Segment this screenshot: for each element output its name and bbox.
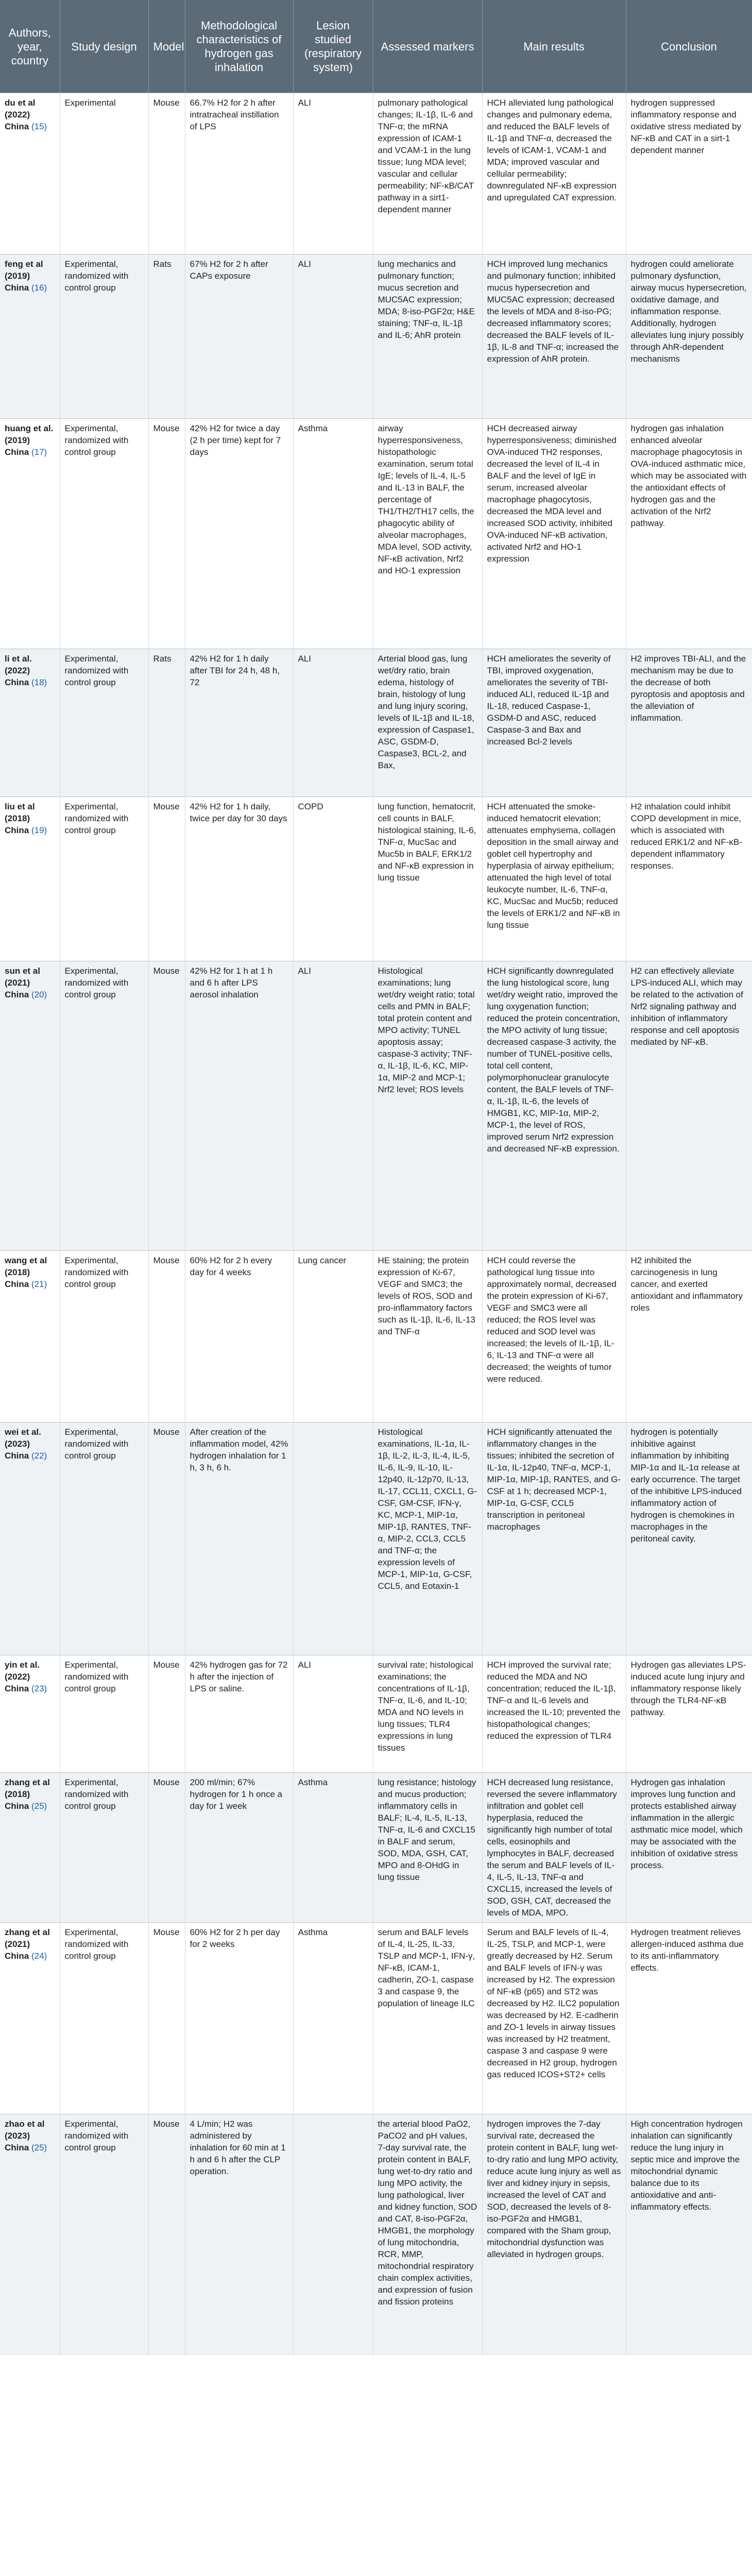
markers-cell: Histological examinations, IL-1α, IL-1β, IL-2, IL-3, IL-4, IL-5, IL-6, IL-9, IL-10, IL-12p40, IL-12p70, IL-13, IL-17, CCL11, CXCL1, G-CSF, GM-CSF, IFN-γ, KC, MCP-1, MIP-1α, MIP-1β, RANTES, TNF-α, MIP-2, CCL3, CCL5 and TNF-α; the expression levels of MCP-1, MIP-1α, G-CSF, CCL5, and Eotaxin-1 — [373, 1422, 482, 1655]
study-design-cell: Experimental, randomized with control group — [60, 1422, 148, 1655]
lesion-cell: ALI — [293, 649, 373, 797]
conclusion-cell: hydrogen could ameliorate pulmonary dysfunction, airway mucus hypersecretion, oxidative damage, and inflammation response. Additionally, hydrogen alleviates lung injury possibly through AhR-dependent mechanisms — [626, 255, 752, 419]
citation-link[interactable]: (15) — [31, 122, 47, 131]
results-cell: HCH could reverse the pathological lung tissue into approximately normal, decreased the protein expression of Ki-67, VEGF and SMC3 were all reduced; the ROS level was reduced and SOD level was increased; the levels of IL-1β, IL-6, IL-13 and TNF-α were all decreased; the weights of tumor were reduced. — [482, 1251, 626, 1422]
results-cell: Serum and BALF levels of IL-4, IL-25, TSLP, and MCP-1, were greatly decreased by H2. Serum and BALF levels of IFN-γ was increased by H2. The expression of NF-κB (p65) and ST2 was decreased by H2. ILC2 population was decreased by H2. E-cadherin and ZO-1 levels in airway tissues was increased by H2 treatment, caspase 3 and caspase 9 were decreased in H2 group, hydrogen gas reduced ICOS+ST2+ cells — [482, 1923, 626, 2114]
markers-cell: HE staining; the protein expression of Ki-67, VEGF and SMC3; the levels of ROS, SOD and pro-inflammatory factors such as IL-1β, IL-6, IL-13 and TNF-α — [373, 1251, 482, 1422]
author-cell — [0, 1655, 60, 1773]
author-cell — [0, 961, 60, 1251]
author-name: sun et al (2021) China — [5, 966, 40, 999]
author-cell — [0, 797, 60, 961]
conclusion-cell: hydrogen is potentially inhibitive against inflammation by inhibiting MIP-1α and IL-1α release at early occurrence. The target of the inhibitive LPS-induced inflammatory action of hydrogen is chemokines in macrophages in the peritoneal cavity. — [626, 1422, 752, 1655]
markers-cell: the arterial blood PaO2, PaCO2 and pH values, 7-day survival rate, the protein content in BALF, lung wet-to-dry ratio and lung MPO activity, the lung pathological, liver and kidney function, SOD and CAT, 8-iso-PGF2α, HMGB1, the morphology of lung mitochondria, RCR, MMP, mitochondrial respiratory chain complex activities, and expression of fusion and fission proteins — [373, 2114, 482, 2355]
author-name: wei et al. (2023) China — [5, 1427, 41, 1461]
method-cell: 4 L/min; H2 was administered by inhalation for 60 min at 1 h and 6 h after the CLP operation. — [185, 2114, 293, 2355]
citation-link[interactable]: (23) — [31, 1684, 47, 1693]
results-cell: HCH decreased airway hyperresponsiveness; diminished OVA-induced TH2 responses, decreased the level of IL-4 in BALF and the level of IgE in serum, increased alveolar macrophage phagocytosis, decreased the MDA level and increased SOD activity, inhibited OVA-induced NF-κB activation, activated Nrf2 and HO-1 expression — [482, 419, 626, 649]
results-cell: HCH ameliorates the severity of TBI, improved oxygenation, ameliorates the severity of TBI-induced ALI, reduced IL-1β and IL-18, reduced Caspase-1, GSDM-D and ASC, reduced Caspase-3 and Bax and increased Bcl-2 levels — [482, 649, 626, 797]
header-results: Main results — [482, 0, 626, 93]
author-name: du et al (2022) China — [5, 98, 36, 131]
model-cell: Mouse — [148, 961, 185, 1251]
results-cell: HCH significantly downregulated the lung histological score, lung wet/dry weight ratio, improved the lung oxygenation function; reduced the protein concentration, the MPO activity of lung tissue; decreased caspase-3 activity, the number of TUNEL-positive cells, total cell content, polymorphonuclear granulocyte content, the BALF levels of TNF-α, IL-1β, IL-6, the levels of HMGB1, KC, MIP-1α, MIP-2, MCP-1, the level of ROS, improved serum Nrf2 expression and decreased NF-κB expression. — [482, 961, 626, 1251]
table-row — [0, 255, 752, 419]
author-name: zhang et al (2018) China — [5, 1777, 50, 1811]
model-cell: Rats — [148, 649, 185, 797]
conclusion-cell: High concentration hydrogen inhalation can significantly reduce the lung injury in septic mice and improve the mitochondrial dynamic balance due to its antioxidative and anti-inflammatory effects. — [626, 2114, 752, 2355]
results-cell: HCH improved lung mechanics and pulmonary function; inhibited mucus hypersecretion and MUC5AC expression; decreased the levels of MDA and 8-iso-PG; decreased inflammatory scores; decreased the BALF levels of IL-1β, IL-8 and TNF-α; increased the expression of AhR protein. — [482, 255, 626, 419]
study-design-cell: Experimental, randomized with control group — [60, 961, 148, 1251]
citation-link[interactable]: (25) — [31, 2143, 47, 2153]
study-design-cell: Experimental — [60, 93, 148, 255]
model-cell: Mouse — [148, 419, 185, 649]
citation-link[interactable]: (16) — [31, 283, 47, 293]
author-cell — [0, 1422, 60, 1655]
method-cell: 42% H2 for 1 h daily, twice per day for 30 days — [185, 797, 293, 961]
conclusion-cell: H2 improves TBI-ALI, and the mechanism may be due to the decrease of both pyroptosis and apoptosis and the alleviation of inflammation. — [626, 649, 752, 797]
method-cell: 42% H2 for 1 h daily after TBI for 24 h, 48 h, 72 — [185, 649, 293, 797]
citation-link[interactable]: (21) — [31, 1279, 47, 1289]
results-cell: HCH significantly attenuated the inflammatory changes in the tissues; inhibited the secretion of IL-1α, IL-12p40, TNF-α, MCP-1, MIP-1α, MIP-1β, RANTES, and G-CSF at 1 h; decreased MCP-1, MIP-1α, G-CSF, CCL5 transcription in peritoneal macrophages — [482, 1422, 626, 1655]
method-cell: 42% H2 for 1 h at 1 h and 6 h after LPS aerosol inhalation — [185, 961, 293, 1251]
author-name: liu et al (2018) China — [5, 802, 35, 835]
markers-cell: pulmonary pathological changes; IL-1β, IL-6 and TNF-α; the mRNA expression of ICAM-1 and VCAM-1 in the lung tissue; lung MDA level; vascular and cellular permeability; NF-κB/CAT pathway in a sirt1-dependent manner — [373, 93, 482, 255]
header-study-design: Study design — [60, 0, 148, 93]
markers-cell: Histological examinations; lung wet/dry weight ratio; total cells and PMN in BALF; total protein content and MPO activity; TUNEL apoptosis assay; caspase-3 activity; TNF-α, IL-1β, IL-6, KC, MIP-1α, MIP-2 and MCP-1; Nrf2 level; ROS levels — [373, 961, 482, 1251]
table-row — [0, 93, 752, 255]
method-cell: After creation of the inflammation model, 42% hydrogen inhalation for 1 h, 3 h, 6 h. — [185, 1422, 293, 1655]
method-cell: 60% H2 for 2 h per day for 2 weeks — [185, 1923, 293, 2114]
author-name: li et al. (2022) China — [5, 654, 32, 687]
lesion-cell: COPD — [293, 797, 373, 961]
model-cell: Rats — [148, 255, 185, 419]
markers-cell: lung function, hematocrit, cell counts in BALF, histological staining, IL-6, TNF-α, MucSac and Muc5b in BALF, ERK1/2 and NF-κB expression in lung tissue — [373, 797, 482, 961]
citation-link[interactable]: (24) — [31, 1951, 47, 1961]
method-cell: 60% H2 for 2 h every day for 4 weeks — [185, 1251, 293, 1422]
author-cell — [0, 2114, 60, 2355]
model-cell: Mouse — [148, 1251, 185, 1422]
citation-link[interactable]: (19) — [31, 825, 47, 835]
table-row — [0, 1251, 752, 1422]
lesion-cell: Asthma — [293, 419, 373, 649]
model-cell: Mouse — [148, 1422, 185, 1655]
study-design-cell: Experimental, randomized with control group — [60, 1251, 148, 1422]
results-cell: HCH improved the survival rate; reduced the MDA and NO concentration; reduced the IL-1β, TNF-α and IL-6 levels and increased the IL-10; prevented the histopathological changes; reduced the expression of TLR4 — [482, 1655, 626, 1773]
study-design-cell: Experimental, randomized with control group — [60, 2114, 148, 2355]
study-design-cell: Experimental, randomized with control group — [60, 649, 148, 797]
study-design-cell: Experimental, randomized with control group — [60, 797, 148, 961]
markers-cell: airway hyperresponsiveness, histopathologic examination, serum total IgE; levels of IL-4, IL-5 and IL-13 in BALF, the percentage of TH1/TH2/TH17 cells, the phagocytic ability of alveolar macrophages, MDA level, SOD activity, NF-κB activation, Nrf2 and HO-1 expression — [373, 419, 482, 649]
study-design-cell: Experimental, randomized with control group — [60, 1773, 148, 1923]
conclusion-cell: hydrogen suppressed inflammatory response and oxidative stress mediated by NF-κB and CAT in a sirt-1 dependent manner — [626, 93, 752, 255]
citation-link[interactable]: (18) — [31, 677, 47, 687]
model-cell: Mouse — [148, 797, 185, 961]
method-cell: 67% H2 for 2 h after CAPs exposure — [185, 255, 293, 419]
header-conclusion: Conclusion — [626, 0, 752, 93]
model-cell: Mouse — [148, 1923, 185, 2114]
model-cell: Mouse — [148, 93, 185, 255]
study-design-cell: Experimental, randomized with control group — [60, 1655, 148, 1773]
table-row — [0, 419, 752, 649]
conclusion-cell: Hydrogen gas inhalation improves lung function and protects established airway inflammation in the allergic asthmatic mice model, which may be associated with the inhibition of oxidative stress process. — [626, 1773, 752, 1923]
header-authors: Authors, year, country — [0, 0, 60, 93]
model-cell: Mouse — [148, 1773, 185, 1923]
header-model: Model — [148, 0, 185, 93]
header-method: Methodological characteristics of hydrogen gas inhalation — [185, 0, 293, 93]
conclusion-cell: Hydrogen gas alleviates LPS-induced acute lung injury and inflammatory response likely through the TLR4-NF-κB pathway. — [626, 1655, 752, 1773]
results-cell: HCH alleviated lung pathological changes and pulmonary edema, and reduced the BALF levels of IL-1β and TNF-α, decreased the levels of ICAM-1, VCAM-1 and MDA; improved vascular and cellular permeability; downregulated NF-κB expression and upregulated CAT expression. — [482, 93, 626, 255]
citation-link[interactable]: (17) — [31, 447, 47, 457]
markers-cell: Arterial blood gas, lung wet/dry ratio, brain edema, histology of brain, histology of lung and lung injury scoring, levels of IL-1β and IL-18, expression of Caspase1, ASC, GSDM-D, Caspase3, BCL-2, and Bax, — [373, 649, 482, 797]
table-row — [0, 1422, 752, 1655]
conclusion-cell: hydrogen gas inhalation enhanced alveolar macrophage phagocytosis in OVA-induced asthmatic mice, which may be associated with the antioxidant effects of hydrogen gas and the activation of the Nrf2 pathway. — [626, 419, 752, 649]
header-lesion: Lesion studied (respiratory system) — [293, 0, 373, 93]
author-cell — [0, 649, 60, 797]
citation-link[interactable]: (22) — [31, 1451, 47, 1461]
study-design-cell: Experimental, randomized with control group — [60, 255, 148, 419]
lesion-cell: Lung cancer — [293, 1251, 373, 1422]
study-design-cell: Experimental, randomized with control group — [60, 419, 148, 649]
conclusion-cell: Hydrogen treatment relieves allergen-induced asthma due to its anti-inflammatory effects. — [626, 1923, 752, 2114]
lesion-cell: ALI — [293, 961, 373, 1251]
lesion-cell — [293, 2114, 373, 2355]
method-cell: 66.7% H2 for 2 h after intratracheal instillation of LPS — [185, 93, 293, 255]
results-cell: hydrogen improves the 7-day survival rate, decreased the protein content in BALF, lung wet-to-dry ratio and lung MPO activity, reduce acute lung injury as well as liver and kidney injury in sepsis, increased the level of CAT and SOD, decreased the levels of 8-iso-PGF2α and HMGB1, compared with the Sham group, mitochondrial dysfunction was alleviated in hydrogen groups. — [482, 2114, 626, 2355]
conclusion-cell: H2 inhalation could inhibit COPD development in mice, which is associated with reduced ERK1/2 and NF-κB-dependent inflammatory responses. — [626, 797, 752, 961]
study-design-cell: Experimental, randomized with control group — [60, 1923, 148, 2114]
markers-cell: serum and BALF levels of IL-4, IL-25, IL-33, TSLP and MCP-1, IFN-γ, NF-κB, ICAM-1, cadherin, ZO-1, caspase 3 and caspase 9, the population of lineage ILC — [373, 1923, 482, 2114]
table-row — [0, 1655, 752, 1773]
method-cell: 200 ml/min; 67% hydrogen for 1 h once a day for 1 week — [185, 1773, 293, 1923]
lesion-cell: ALI — [293, 93, 373, 255]
author-cell — [0, 419, 60, 649]
citation-link[interactable]: (20) — [31, 990, 47, 999]
lesion-cell: ALI — [293, 255, 373, 419]
table-row — [0, 1773, 752, 1923]
model-cell: Mouse — [148, 2114, 185, 2355]
header-row — [0, 0, 752, 93]
table-row — [0, 2114, 752, 2355]
header-markers: Assessed markers — [373, 0, 482, 93]
method-cell: 42% hydrogen gas for 72 h after the injection of LPS or saline. — [185, 1655, 293, 1773]
author-cell — [0, 1923, 60, 2114]
results-cell: HCH attenuated the smoke-induced hematocrit elevation; attenuates emphysema, collagen deposition in the small airway and goblet cell hypertrophy and hyperplasia of airway epithelium; attenuated the high level of total leukocyte number, IL-6, TNF-α, KC, MucSac and Muc5b; reduced the levels of ERK1/2 and NF-κB in lung tissue — [482, 797, 626, 961]
lesion-cell: Asthma — [293, 1773, 373, 1923]
author-cell — [0, 1773, 60, 1923]
author-name: wang et al (2018) China — [5, 1256, 47, 1289]
author-name: zhao et al (2023) China — [5, 2119, 45, 2153]
model-cell: Mouse — [148, 1655, 185, 1773]
results-cell: HCH decreased lung resistance, reversed the severe inflammatory infiltration and goblet cell hyperplasia, reduced the significantly high number of total cells, eosinophils and lymphocytes in BALF, decreased the serum and BALF levels of IL-4, IL-5, IL-13, TNF-α and CXCL15, increased the levels of SOD, GSH, CAT, decreased the levels of MDA, MPO. — [482, 1773, 626, 1923]
table-row — [0, 1923, 752, 2114]
author-cell — [0, 93, 60, 255]
markers-cell: lung mechanics and pulmonary function; mucus secretion and MUC5AC expression; MDA; 8-iso-PGF2α; H&E staining; TNF-α, IL-1β and IL-6; AhR protein — [373, 255, 482, 419]
author-name: zhang et al (2021) China — [5, 1927, 50, 1961]
conclusion-cell: H2 inhibited the carcinogenesis in lung cancer, and exerted antioxidant and inflammatory roles — [626, 1251, 752, 1422]
lesion-cell — [293, 1422, 373, 1655]
table-row — [0, 797, 752, 961]
markers-cell: lung resistance; histology and mucus production; inflammatory cells in BALF; IL-4, IL-5, IL-13, TNF-α, IL-6 and CXCL15 in BALF and serum, SOD, MDA, GSH, CAT, MPO and 8-OHdG in lung tissue — [373, 1773, 482, 1923]
markers-cell: survival rate; histological examinations; the concentrations of IL-1β, TNF-α, IL-6, and IL-10; MDA and NO levels in lung tissues; TLR4 expressions in lung tissues — [373, 1655, 482, 1773]
author-name: huang et al. (2019) China — [5, 423, 54, 457]
lesion-cell: Asthma — [293, 1923, 373, 2114]
lesion-cell: ALI — [293, 1655, 373, 1773]
method-cell: 42% H2 for twice a day (2 h per time) kept for 7 days — [185, 419, 293, 649]
author-name: yin et al. (2022) China — [5, 1660, 40, 1693]
author-name: feng et al (2019) China — [5, 259, 43, 293]
conclusion-cell: H2 can effectively alleviate LPS-induced ALI, which may be related to the activation of Nrf2 signaling pathway and inhibition of inflammatory response and cell apoptosis mediated by NF-κB. — [626, 961, 752, 1251]
citation-link[interactable]: (25) — [31, 1801, 47, 1811]
table-row — [0, 649, 752, 797]
author-cell — [0, 1251, 60, 1422]
table-row — [0, 961, 752, 1251]
author-cell — [0, 255, 60, 419]
